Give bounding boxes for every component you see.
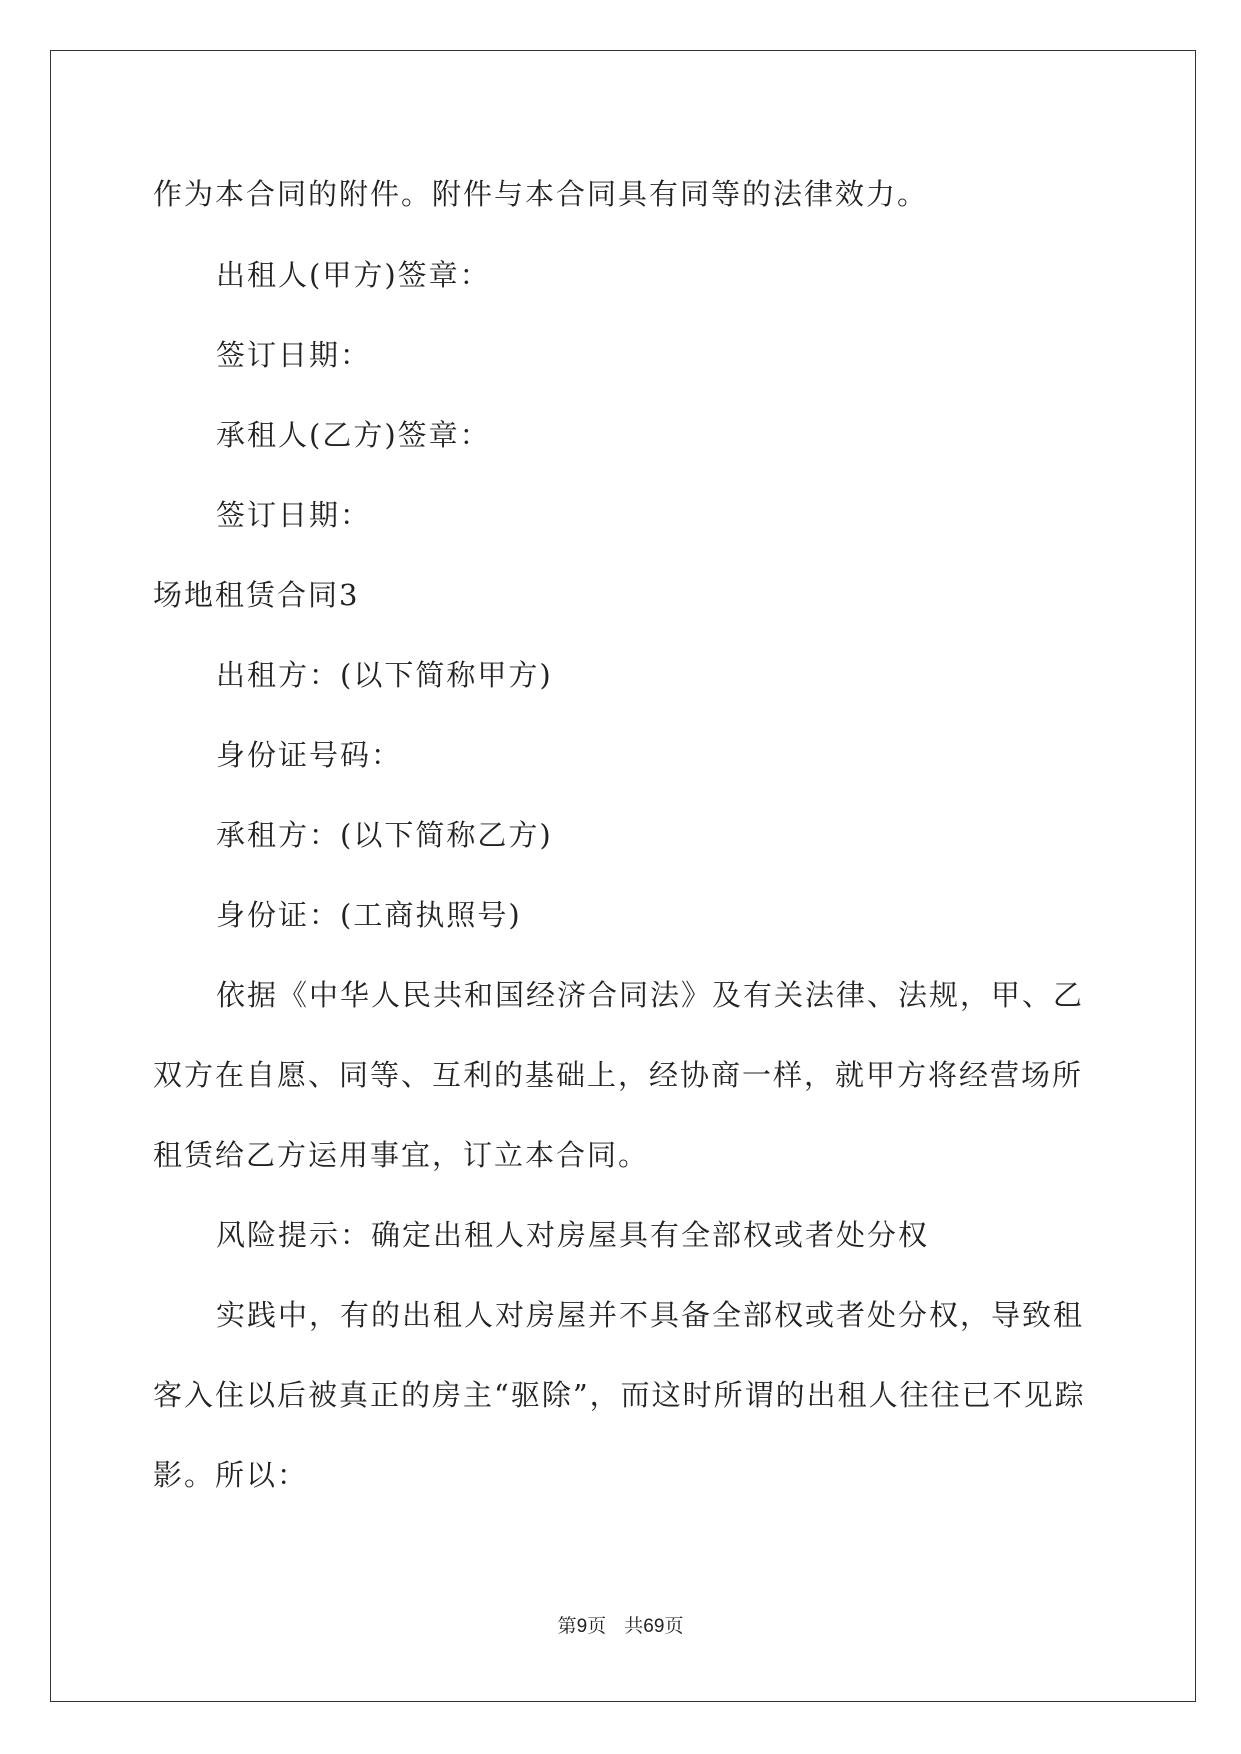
page-prefix: 第 <box>557 1615 577 1637</box>
total-prefix: 共 <box>624 1615 644 1637</box>
text-line: 客入住以后被真正的房主“驱除”，而这时所谓的出租人往往已不见踪 <box>153 1378 1086 1412</box>
sign-date-label: 签订日期： <box>216 338 372 372</box>
page-suffix: 页 <box>587 1615 607 1637</box>
text-line: 作为本合同的附件。附件与本合同具有同等的法律效力。 <box>153 177 929 211</box>
section-title: 场地租赁合同3 <box>153 578 360 612</box>
lessee-label: 承租方：(以下简称乙方) <box>216 818 553 852</box>
lessor-signature-label: 出租人(甲方)签章： <box>216 258 491 292</box>
text-line: 实践中，有的出租人对房屋并不具备全部权或者处分权，导致租 <box>216 1298 1085 1332</box>
lessor-label: 出租方：(以下简称甲方) <box>216 658 553 692</box>
page-number: 9 <box>576 1616 588 1637</box>
text-line: 影。所以： <box>153 1458 309 1492</box>
id-license-label: 身份证：(工商执照号) <box>216 898 522 932</box>
risk-notice: 风险提示：确定出租人对房屋具有全部权或者处分权 <box>216 1218 930 1252</box>
total-pages: 69 <box>643 1616 665 1637</box>
total-suffix: 页 <box>664 1615 684 1637</box>
lessee-signature-label: 承租人(乙方)签章： <box>216 418 491 452</box>
text-line: 租赁给乙方运用事宜，订立本合同。 <box>153 1138 650 1172</box>
text-line: 双方在自愿、同等、互利的基础上，经协商一样，就甲方将经营场所 <box>153 1058 1084 1092</box>
text-line: 依据《中华人民共和国经济合同法》及有关法律、法规，甲、乙 <box>216 978 1085 1012</box>
id-number-label: 身份证号码： <box>216 738 403 772</box>
sign-date-label: 签订日期： <box>216 498 372 532</box>
page-footer <box>0 1614 1241 1639</box>
